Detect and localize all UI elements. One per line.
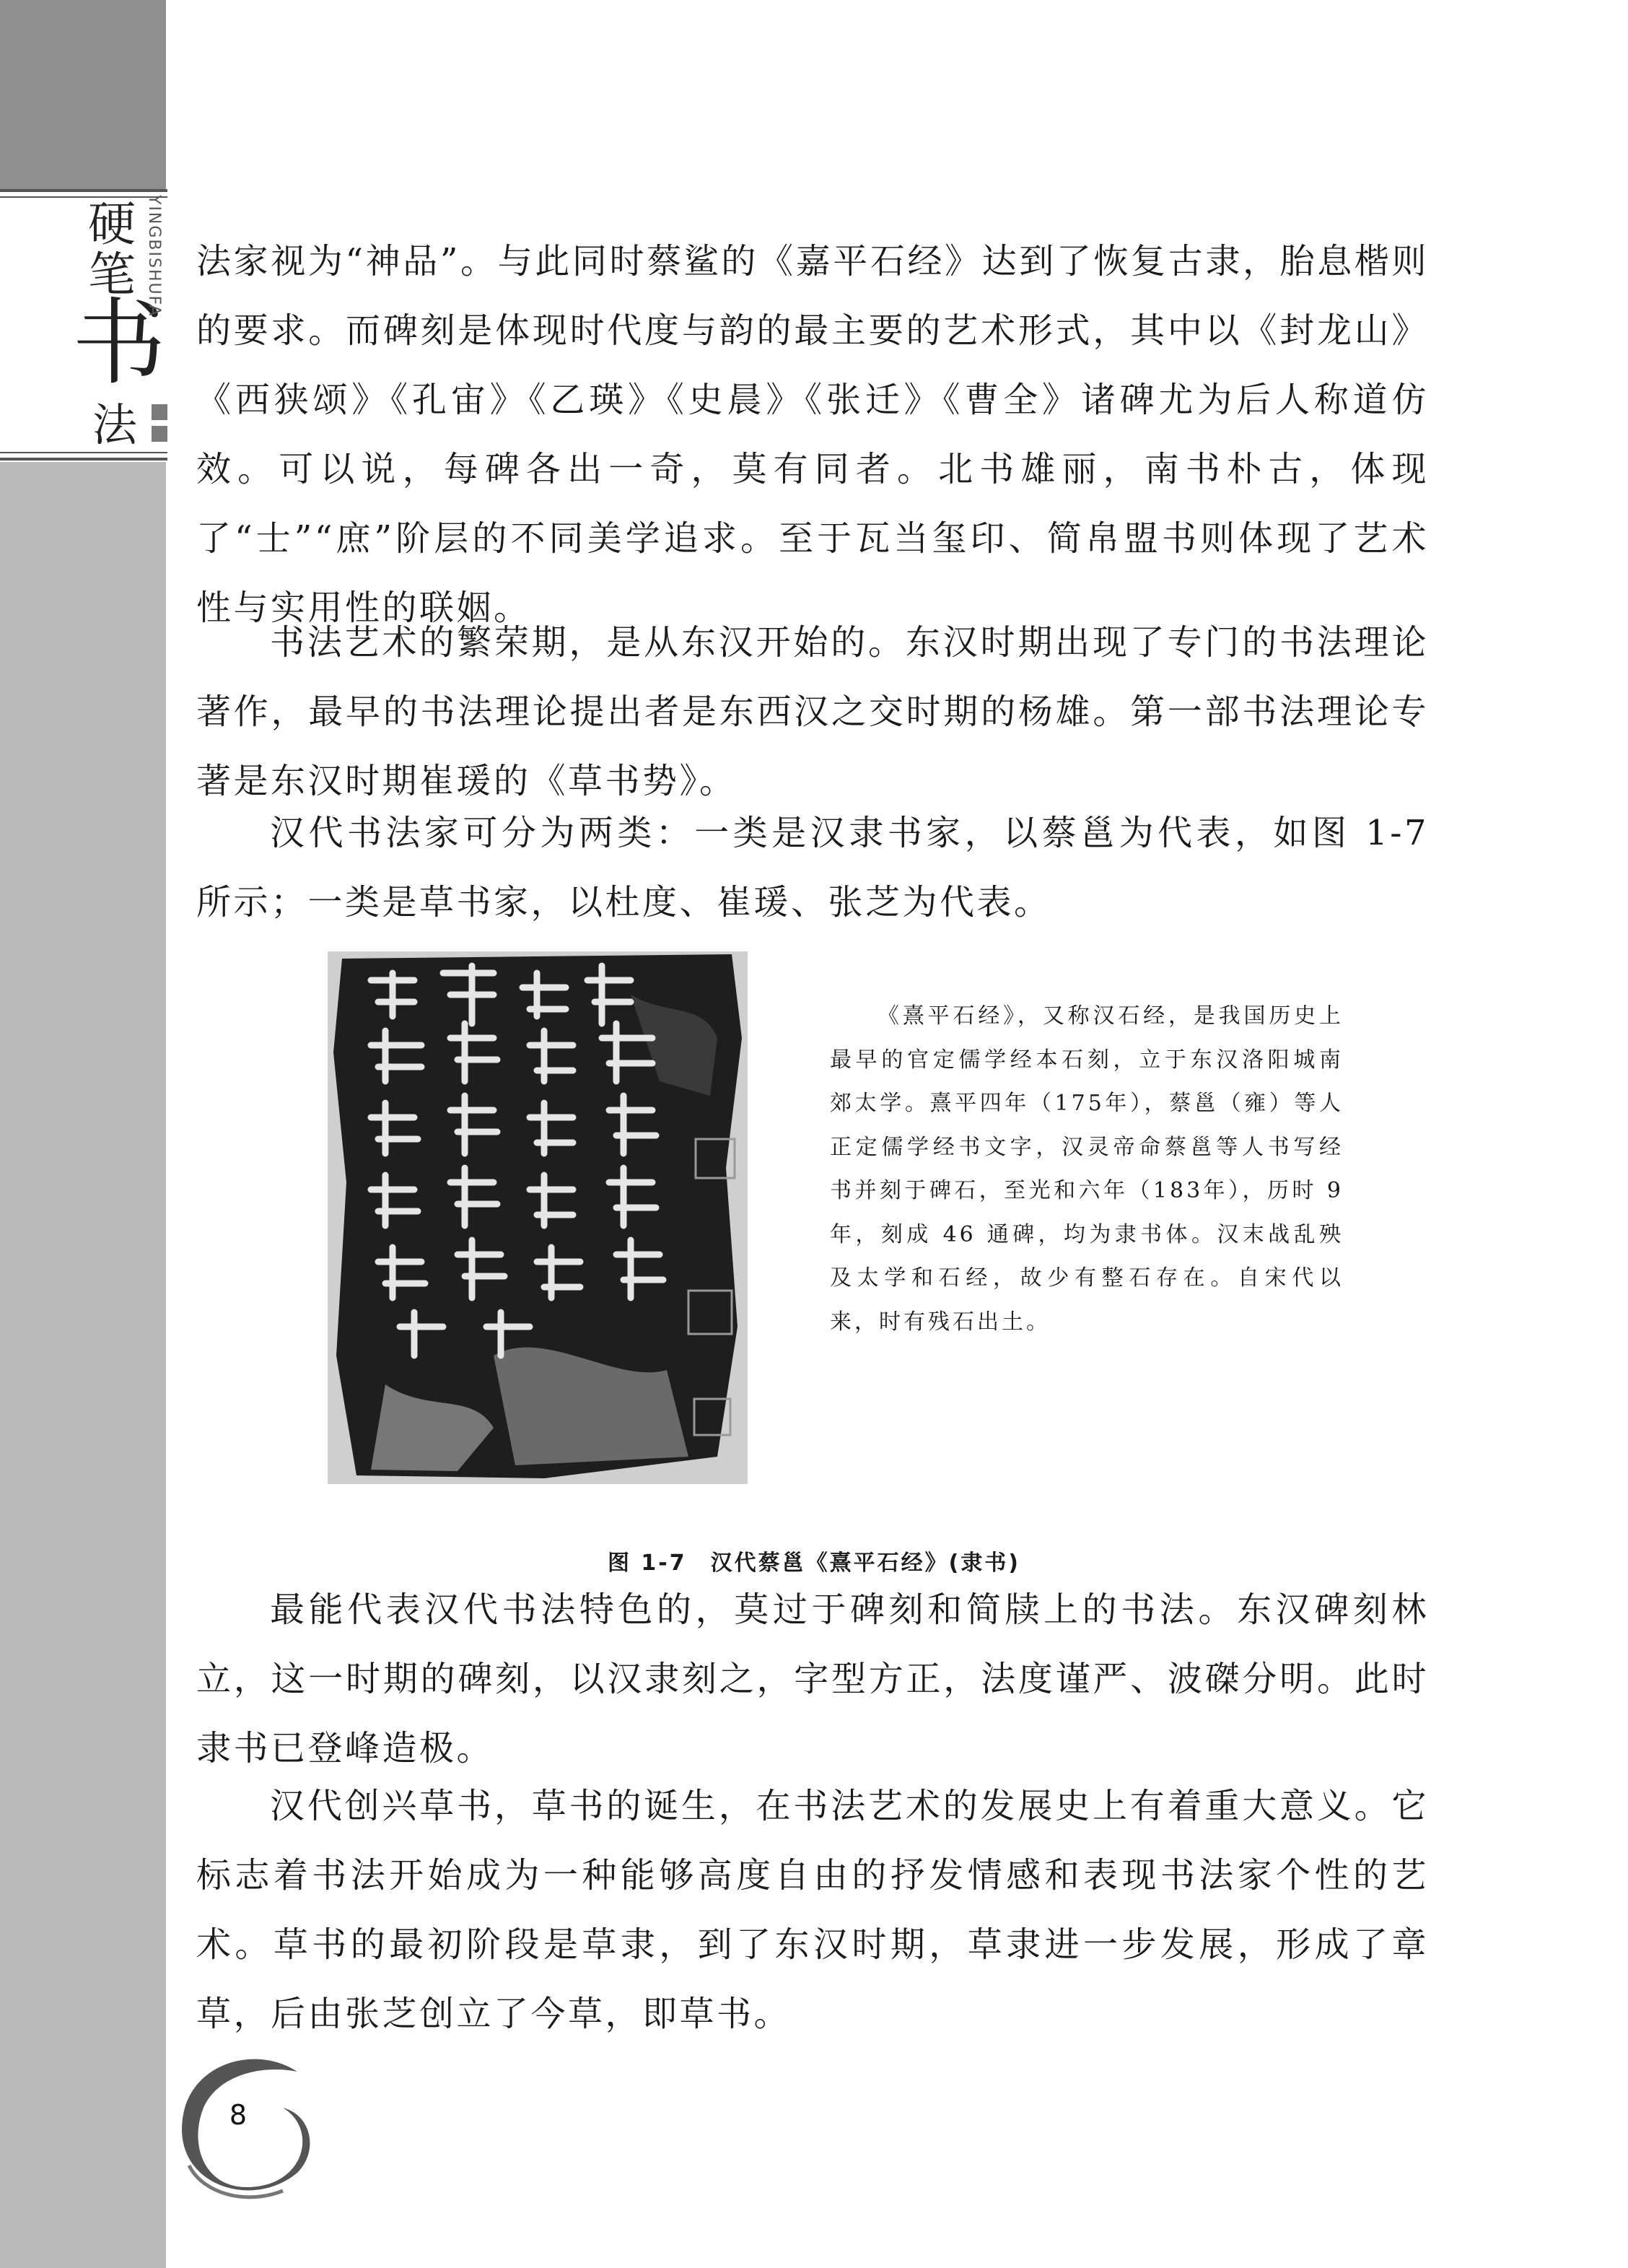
side-rule (0, 189, 167, 192)
decor-block (152, 404, 167, 420)
side-rule (0, 452, 167, 453)
body-paragraph: 最能代表汉代书法特色的，莫过于碑刻和简牍上的书法。东汉碑刻林立，这一时期的碑刻，以汉隶刻之，字型方正，法度谨严、波磔分明。此时隶书已登峰造极。 (196, 1589, 1429, 1768)
body-paragraph: 书法艺术的繁荣期，是从东汉开始的。东汉时期出现了专门的书法理论著作，最早的书法理论提出者是东西汉之交时期的杨雄。第一部书法理论专著是东汉时期崔瑗的《草书势》。 (196, 622, 1429, 801)
body-paragraph: 汉代创兴草书，草书的诞生，在书法艺术的发展史上有着重大意义。它标志着书法开始成为一种能够高度自由的抒发情感和表现书法家个性的艺术。草书的最初阶段是草隶，到了东汉时期，草隶进一步发展，形成了章草，后由张芝创立了今草，即草书。 (196, 1786, 1429, 2034)
figure-title: 图 1-7 汉代蔡邕《熹平石经》(隶书) (607, 1550, 1021, 1576)
book-title-char: 笔 (88, 247, 136, 302)
side-rule (0, 458, 167, 461)
book-title-char: 书 (72, 288, 167, 398)
decor-block (152, 426, 167, 442)
book-title-char: 硬 (88, 196, 136, 252)
body-paragraph: 汉代书法家可分为两类：一类是汉隶书家，以蔡邕为代表，如图 1-7 所示；一类是草书家，以杜度、崔瑗、张芝为代表。 (196, 813, 1429, 923)
body-paragraph: 法家视为“神品”。与此同时蔡鲨的《嘉平石经》达到了恢复古隶，胎息楷则的要求。而碑刻是体现时代度与韵的最主要的艺术形式，其中以《封龙山》《西狭颂》《孔宙》《乙瑛》《史晨》《张迁》《曹全》诸碑尤为后人称道仿效。可以说，每碑各出一奇，莫有同者。北书雄丽，南书朴古，体现了“士”“庶”阶层的不同美学追求。至于瓦当玺印、简帛盟书则体现了艺术性与实用性的联姻。 (196, 241, 1429, 628)
side-band-top (0, 0, 166, 189)
book-title-char: 法 (92, 398, 138, 451)
page-number: 8 (229, 2099, 248, 2131)
side-band-bottom (0, 462, 166, 2268)
figure-side-caption: 《熹平石经》，又称汉石经，是我国历史上最早的官定儒学经本石刻，立于东汉洛阳城南郊太学。熹平四年（175年），蔡邕（雍）等人正定儒学经书文字，汉灵帝命蔡邕等人书写经书并刻于碑石，至光和六年（183年），历时 9 年，刻成 46 通碑，均为隶书体。汉末战乱殃及太学和石经，故少有整石存在。自宋代以来，时有残石出土。 (830, 1003, 1344, 1335)
book-title-pinyin: YINGBISHUFA (145, 195, 163, 318)
stone-rubbing-image (328, 951, 748, 1484)
stone-rubbing-illustration (328, 951, 748, 1484)
